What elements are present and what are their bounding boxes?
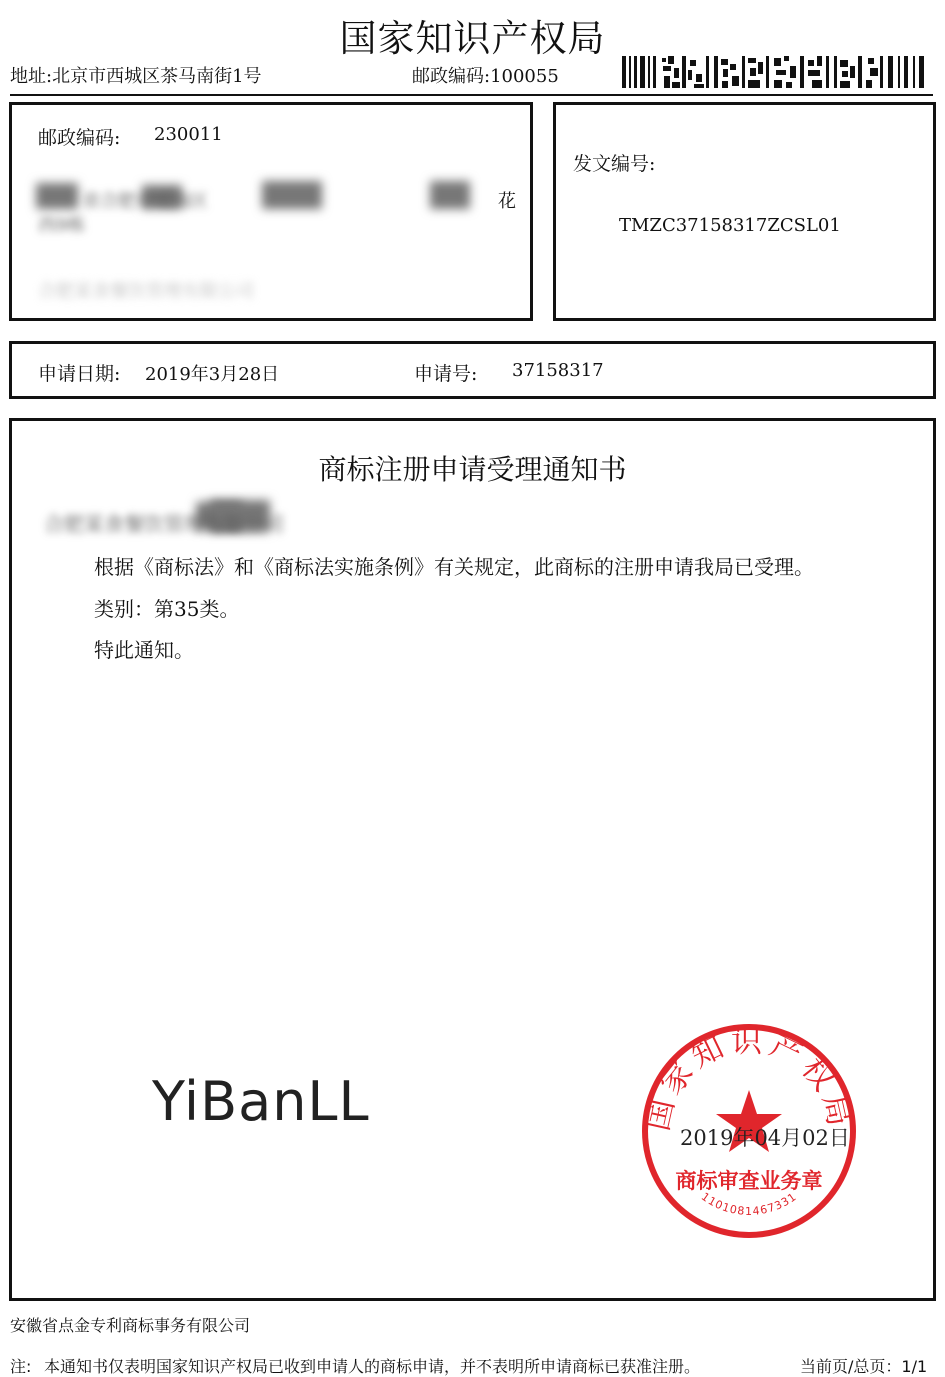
- recipient-postcode-label: 邮政编码:: [38, 127, 121, 149]
- recipient-address-line2: 西9栋: [38, 215, 86, 236]
- recipient-address-tail: 花: [498, 191, 516, 212]
- watermark-text: YiBanLL: [152, 1070, 370, 1133]
- recipient-box: [9, 102, 533, 321]
- seal-bottom-text: 商标审查业务章: [675, 1169, 823, 1193]
- page-indicator: 当前页/总页：1/1: [800, 1357, 928, 1376]
- doc-number-box: [553, 102, 936, 321]
- barcode-icon: [622, 56, 928, 88]
- note-label: 注:: [10, 1357, 32, 1376]
- header-rule: [10, 94, 933, 96]
- recipient-postcode-value: 230011: [154, 124, 223, 145]
- header-postcode: 邮政编码:100055: [412, 66, 559, 87]
- application-number-value: 37158317: [512, 360, 604, 381]
- organization-title: 国家知识产权局: [339, 17, 606, 60]
- svg-text:1101081467331: [699, 1190, 799, 1218]
- notice-category: 类别：第35类。: [94, 597, 240, 621]
- doc-number-value: TMZC37158317ZCSL01: [619, 215, 841, 236]
- footer-note: 本通知书仅表明国家知识产权局已收到申请人的商标申请，并不表明所申请商标已获准注册。: [44, 1357, 701, 1376]
- agency-name: 安徽省点金专利商标事务有限公司: [10, 1316, 251, 1335]
- notice-addressee: 合肥某食餐饮管理有限公司: [44, 512, 284, 536]
- application-number-label: 申请号:: [414, 363, 478, 385]
- notice-closing: 特此通知。: [94, 638, 194, 662]
- application-date-value: 2019年3月28日: [145, 364, 280, 385]
- notice-body: 根据《商标法》和《商标法实施条例》有关规定，此商标的注册申请我局已受理。: [94, 555, 814, 579]
- notice-title: 商标注册申请受理通知书: [318, 453, 627, 486]
- notice-date: 2019年04月02日: [680, 1126, 850, 1150]
- address: 地址:北京市西城区茶马南街1号: [10, 66, 262, 87]
- application-date-label: 申请日期:: [38, 363, 121, 385]
- application-box: [9, 341, 936, 399]
- doc-number-label: 发文编号:: [573, 153, 656, 175]
- recipient-company: 合肥某食餐饮管理有限公司: [38, 281, 254, 302]
- recipient-address-line1: 省合肥市瑶海区: [82, 191, 208, 212]
- seal-code: 1101081467331: [698, 1189, 800, 1218]
- seal-top-text: 国家知识产权局: [639, 1024, 859, 1135]
